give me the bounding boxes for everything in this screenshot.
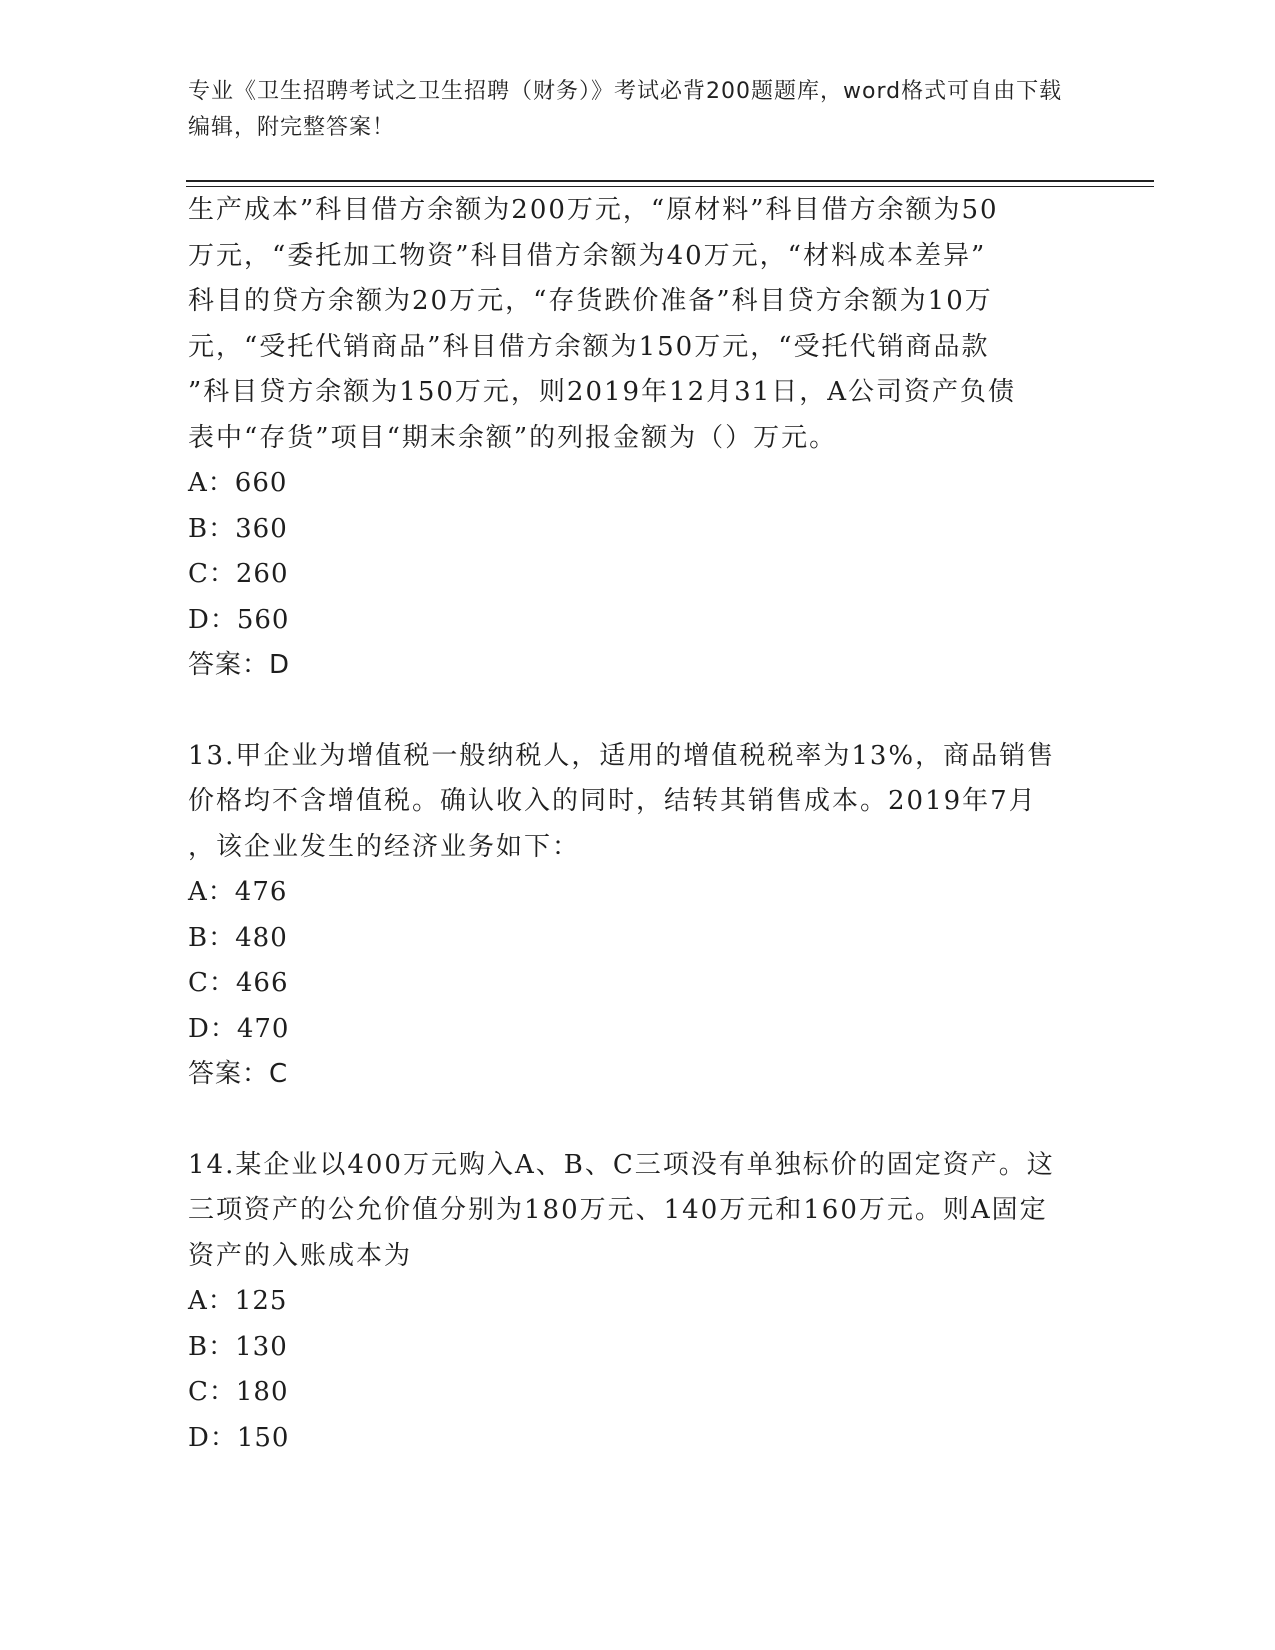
- header-divider-thick: [186, 180, 1154, 182]
- spacer: [188, 689, 1088, 734]
- option-c: C：466: [188, 968, 289, 998]
- question-block-12: [188, 188, 1088, 689]
- option-b: B：130: [188, 1331, 288, 1362]
- option-a: A：476: [188, 877, 288, 907]
- spacer: [188, 1098, 1088, 1143]
- question-block-13: [188, 734, 1088, 1098]
- question-line: 万元，“委托加工物资”科目借方余额为40万元，“材料成本差异”: [188, 240, 987, 271]
- option-a: A：125: [188, 1286, 288, 1316]
- question-line: ”科目贷方余额为150万元，则2019年12月31日，A公司资产负债: [188, 377, 1017, 407]
- answer-line: 答案：D: [188, 650, 291, 680]
- question-line: 资产的入账成本为: [188, 1240, 413, 1271]
- option-b: B：360: [188, 513, 288, 544]
- option-d: D：560: [188, 604, 290, 635]
- question-line: 价格均不含增值税。确认收入的同时，结转其销售成本。2019年7月: [188, 786, 1037, 816]
- document-body: [188, 188, 1088, 1461]
- question-line: 13.甲企业为增值税一般纳税人，适用的增值税税率为13%，商品销售: [188, 740, 1056, 771]
- option-a: A：660: [188, 468, 288, 498]
- option-b: B：480: [188, 922, 288, 953]
- option-d: D：470: [188, 1013, 290, 1044]
- question-block-14: [188, 1143, 1088, 1462]
- question-line: 生产成本”科目借方余额为200万元，“原材料”科目借方余额为50: [188, 195, 999, 225]
- option-c: C：180: [188, 1377, 289, 1407]
- answer-line: 答案：C: [188, 1059, 289, 1089]
- option-d: D：150: [188, 1422, 290, 1453]
- question-line: 14.某企业以400万元购入A、B、C三项没有单独标价的固定资产。这: [188, 1149, 1055, 1180]
- header-title: 专业《卫生招聘考试之卫生招聘（财务）》考试必背200题题库，word格式可自由下载编辑，附完整答案！: [188, 79, 1063, 140]
- header-divider-thin: [186, 186, 1154, 187]
- document-header: [188, 74, 1078, 146]
- question-line: 三项资产的公允价值分别为180万元、140万元和160万元。则A固定: [188, 1195, 1048, 1225]
- question-line: 元，“受托代销商品”科目借方余额为150万元，“受托代销商品款: [188, 331, 990, 362]
- question-line: 表中“存货”项目“期末余额”的列报金额为（）万元。: [188, 422, 838, 453]
- question-line: 科目的贷方余额为20万元，“存货跌价准备”科目贷方余额为10万: [188, 286, 993, 316]
- question-line: ，该企业发生的经济业务如下：: [188, 831, 581, 862]
- option-c: C：260: [188, 559, 289, 589]
